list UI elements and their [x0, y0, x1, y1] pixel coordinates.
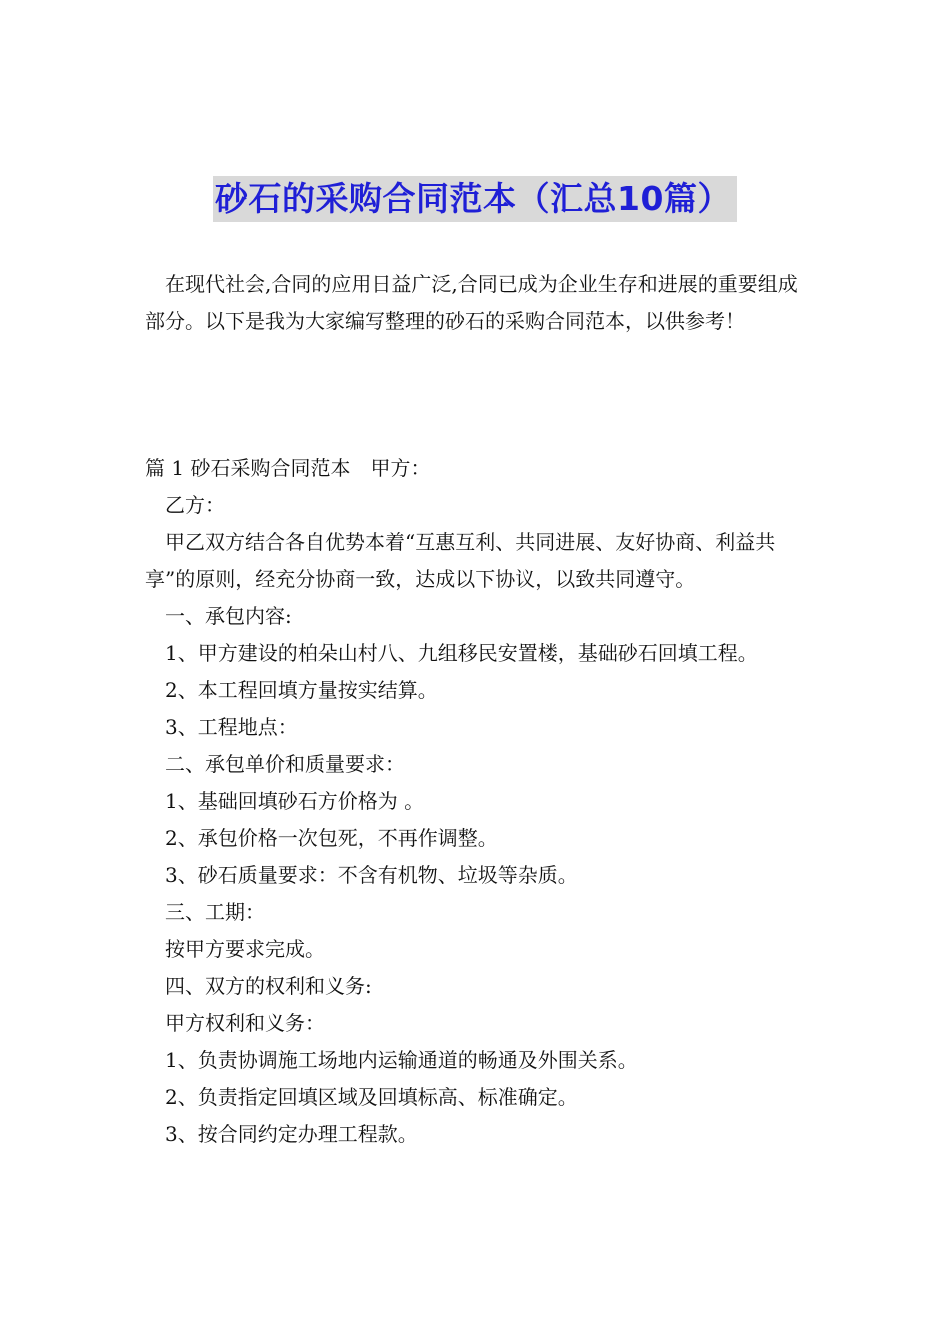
clause-line: 2、本工程回填方量按实结算。: [165, 678, 438, 702]
clause-line: 3、砂石质量要求：不含有机物、垃圾等杂质。: [165, 863, 578, 887]
clause-line: 3、工程地点：: [165, 715, 298, 739]
clause-line: 四、双方的权利和义务:: [165, 974, 372, 998]
contract-body: [145, 450, 825, 1153]
clause-line: 2、承包价格一次包死，不再作调整。: [165, 826, 498, 850]
intro-paragraph: 在现代社会,合同的应用日益广泛,合同已成为企业生存和进展的重要组成部分。以下是我为大家编写整理的砂石的采购合同范本，以供参考！: [145, 272, 798, 333]
clause-line: 2、负责指定回填区域及回填标高、标准确定。: [165, 1085, 578, 1109]
party-b-label: 乙方：: [165, 493, 225, 517]
clause-line: 按甲方要求完成。: [165, 937, 325, 961]
clause-line: 1、甲方建设的柏朵山村八、九组移民安置楼，基础砂石回填工程。: [165, 641, 758, 665]
clause-line: 1、基础回填砂石方价格为 。: [165, 789, 425, 813]
clause-line: 甲方权利和义务：: [165, 1011, 325, 1035]
contract-heading: 篇 1 砂石采购合同范本 甲方：: [145, 456, 431, 480]
clause-line: 3、按合同约定办理工程款。: [165, 1122, 418, 1146]
document-title: 砂石的采购合同范本（汇总10篇）: [213, 176, 737, 222]
clause-line: 一、承包内容:: [165, 604, 292, 628]
clause-line: 二、承包单价和质量要求：: [165, 752, 405, 776]
clause-line: 1、负责协调施工场地内运输通道的畅通及外围关系。: [165, 1048, 638, 1072]
title-container: [0, 176, 950, 222]
clause-line: 三、工期：: [165, 900, 265, 924]
preamble-paragraph: 甲乙双方结合各自优势本着“互惠互利、共同进展、友好协商、利益共享”的原则，经充分协商一致，达成以下协议，以致共同遵守。: [145, 530, 776, 591]
